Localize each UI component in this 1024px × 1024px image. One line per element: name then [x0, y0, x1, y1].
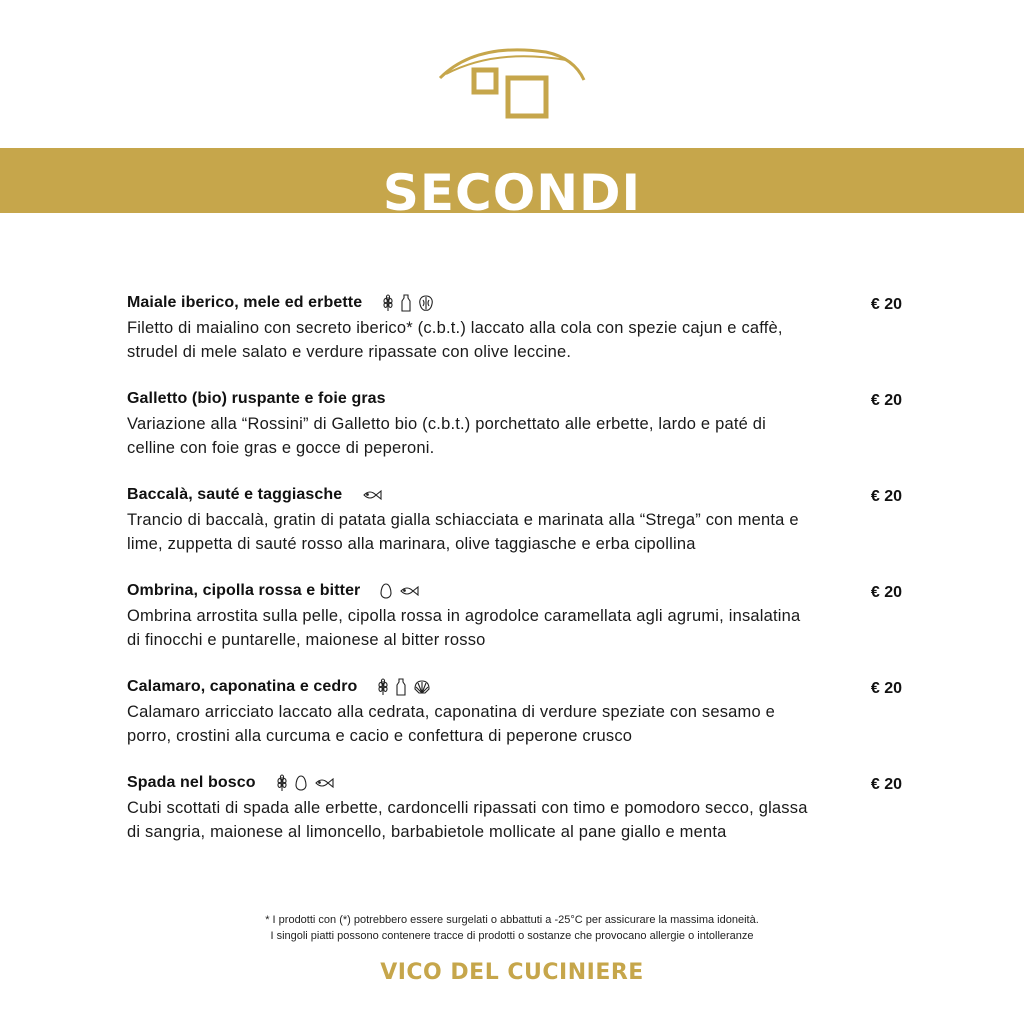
dish-description: Calamaro arricciato laccato alla cedrata, caponatina di verdure speziate con sesamo e porro, crostini alla curcuma e cacio e confettura di peperone crusco — [127, 703, 776, 745]
menu-item — [127, 674, 907, 770]
dish-price: € 20 — [870, 488, 902, 505]
dish-price: € 20 — [870, 584, 902, 601]
egg-icon — [380, 583, 392, 599]
menu-item — [127, 290, 907, 386]
dish-name: Galletto (bio) ruspante e foie gras — [127, 390, 386, 407]
shellfish-icon — [413, 679, 431, 695]
footnote-line: I singoli piatti possono contenere tracce di prodotti o sostanze che provocano allergie o intolleranze — [270, 930, 754, 942]
dish-name: Spada nel bosco — [127, 774, 256, 791]
section-banner — [0, 148, 1024, 213]
brand-name: VICO DEL CUCINIERE — [380, 960, 644, 985]
dish-name: Calamaro, caponatina e cedro — [127, 678, 358, 695]
wheat-icon — [377, 678, 389, 696]
dish-name: Baccalà, sauté e taggiasche — [127, 486, 343, 503]
menu-item — [127, 386, 907, 482]
dish-price: € 20 — [870, 296, 902, 313]
dish-name: Maiale iberico, mele ed erbette — [127, 294, 363, 311]
menu-item — [127, 482, 907, 578]
fish-icon — [399, 585, 419, 597]
restaurant-logo-icon — [436, 44, 588, 122]
menu-item — [127, 578, 907, 674]
dish-description: Cubi scottati di spada alle erbette, cardoncelli ripassati con timo e pomodoro secco, glassa di sangria, maionese al limoncello, barbabietole mollicate al pane giallo e menta — [127, 799, 808, 841]
footnote-line: * I prodotti con (*) potrebbero essere surgelati o abbattuti a -25°C per assicurare la massima idoneità. — [265, 914, 759, 926]
milk-bottle-icon — [396, 678, 406, 696]
dish-price: € 20 — [870, 776, 902, 793]
fish-icon — [314, 777, 334, 789]
milk-bottle-icon — [401, 294, 411, 312]
dish-description: Trancio di baccalà, gratin di patata gialla schiacciata e marinata alla “Strega” con menta e lime, zuppetta di sauté rosso alla marinara, olive taggiasche e erba cipollina — [127, 511, 799, 553]
wheat-icon — [382, 294, 394, 312]
footnote — [0, 912, 1024, 944]
wheat-icon — [276, 774, 288, 792]
fish-icon — [362, 489, 382, 501]
dish-price: € 20 — [870, 392, 902, 409]
dish-description: Filetto di maialino con secreto iberico* (c.b.t.) laccato alla cola con spezie cajun e caffè, strudel di mele salato e verdure ripassate con olive leccine. — [127, 319, 783, 361]
dish-price: € 20 — [870, 680, 902, 697]
section-title: SECONDI — [382, 164, 642, 213]
dish-description: Variazione alla “Rossini” di Galletto bio (c.b.t.) porchettato alle erbette, lardo e paté di celline con foie gras e gocce di peperoni. — [127, 415, 767, 457]
menu-item — [127, 770, 907, 882]
egg-icon — [295, 775, 307, 791]
dish-description: Ombrina arrostita sulla pelle, cipolla rossa in agrodolce caramellata agli agrumi, insalatina di finocchi e puntarelle, maionese al bitter rosso — [127, 607, 801, 649]
menu-list — [127, 290, 907, 882]
nut-icon — [418, 294, 434, 312]
dish-name: Ombrina, cipolla rossa e bitter — [127, 582, 361, 599]
